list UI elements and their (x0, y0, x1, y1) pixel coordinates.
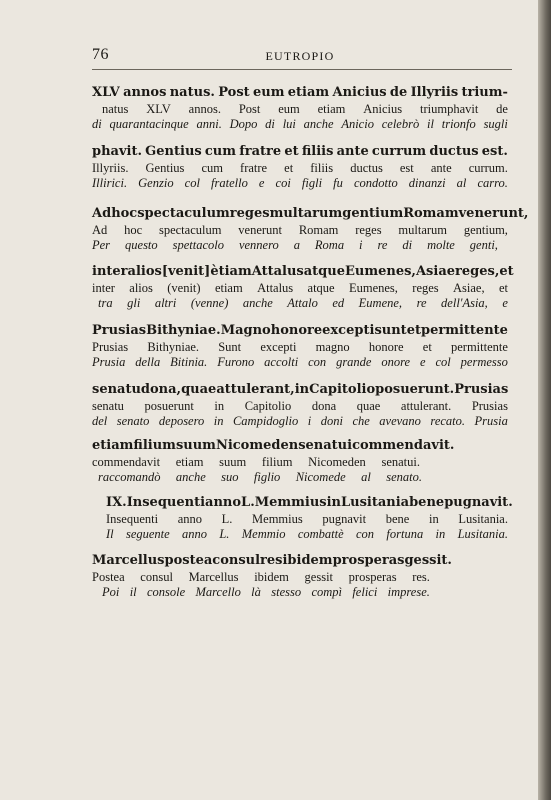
word: Prusias (454, 382, 509, 397)
word: e (258, 176, 265, 190)
word: Nicomeden (308, 455, 366, 469)
word: Poi (102, 585, 120, 599)
word: honore (368, 340, 404, 354)
word: figli (301, 176, 323, 190)
word: de (496, 102, 508, 116)
word: excepti (260, 340, 297, 354)
gloss-line (92, 340, 508, 355)
stanza-7 (92, 437, 455, 485)
word: trium- (461, 85, 508, 100)
word: gentium (342, 206, 404, 221)
word: bene (409, 495, 445, 510)
word: Romam (298, 223, 339, 237)
word: di (402, 238, 413, 252)
word: celebrò (381, 117, 420, 131)
word: natus (102, 102, 129, 116)
word: felici (352, 585, 378, 599)
word: filium (133, 438, 176, 453)
word: Post (238, 102, 261, 116)
word: eum (278, 102, 300, 116)
word: Anicius (332, 85, 387, 100)
word: ibidem (254, 570, 289, 584)
word: senatu (92, 382, 141, 397)
word: Memmius (252, 512, 303, 526)
gloss-line (92, 455, 432, 470)
gloss-line (92, 570, 430, 585)
word: et (284, 161, 294, 175)
word: venerunt (238, 223, 282, 237)
word: Asiae, (453, 281, 485, 295)
stanza-1 (92, 84, 508, 132)
word: onore (381, 355, 411, 369)
word: Roma (314, 238, 345, 252)
latin-line (92, 322, 508, 340)
word: et (499, 264, 514, 279)
word: cum (201, 161, 223, 175)
word: reges (412, 281, 439, 295)
word: avevano (379, 414, 421, 428)
word: eum (252, 85, 285, 100)
word: annos. (188, 102, 221, 116)
word: permesso (460, 355, 508, 369)
word: Prusias (92, 323, 147, 338)
word: combattè (297, 527, 344, 541)
word: Romam (403, 206, 459, 221)
word: Lusitania. (457, 527, 508, 541)
running-title: EUTROPIO (265, 49, 335, 63)
word: inter (92, 264, 128, 279)
word: ductus (350, 161, 383, 175)
word: gessit. (404, 553, 452, 568)
word: et (422, 340, 432, 354)
word: ibidem (282, 553, 333, 568)
word: Attalo (287, 296, 318, 310)
word: atque (307, 281, 335, 295)
word: i (307, 414, 312, 428)
word: Campidoglio (232, 414, 299, 428)
stanza-9 (92, 552, 452, 600)
word: filiis (310, 161, 334, 175)
word: phavit. (92, 144, 142, 159)
word: senatui. (381, 455, 420, 469)
word: deposero (158, 414, 205, 428)
word: suo (221, 470, 239, 484)
translation-line (92, 585, 430, 600)
word: anche (303, 117, 334, 131)
word: etiam (92, 438, 134, 453)
word: et (406, 323, 421, 338)
word: coi (275, 176, 291, 190)
stanza-5 (92, 322, 508, 370)
word: attulerant. (400, 399, 452, 413)
word: Il (106, 527, 114, 541)
translation-line (92, 176, 508, 191)
word: anche (242, 296, 273, 310)
word: posuerunt (144, 399, 194, 413)
word: di (92, 117, 102, 131)
word: Eumene, (358, 296, 403, 310)
word: col (184, 176, 200, 190)
word: alios (129, 281, 153, 295)
gloss-line (92, 102, 508, 117)
word: est. (481, 144, 508, 159)
word: Lusitania. (458, 512, 508, 526)
word: res. (412, 570, 430, 584)
word: alios (127, 264, 162, 279)
word: est (399, 161, 414, 175)
word: trionfo (441, 117, 476, 131)
word: Gentius (145, 144, 202, 159)
word: Postea (92, 570, 125, 584)
word: Attalus (257, 281, 294, 295)
gloss-line (92, 399, 508, 414)
word: ante (336, 144, 369, 159)
word: consul (140, 570, 173, 584)
word: questo (125, 238, 158, 252)
word: Illirici. (92, 176, 128, 190)
word: Attalus (251, 264, 304, 279)
word: Illyriis (410, 85, 459, 100)
latin-line (92, 84, 508, 102)
word: dinanzi (408, 176, 446, 190)
latin-line (92, 263, 514, 281)
word: excepti (322, 323, 375, 338)
stanza-6 (92, 381, 508, 429)
translation-line (92, 527, 508, 542)
word: genti, (469, 238, 498, 252)
word: doni (320, 414, 343, 428)
word: prosperas (348, 570, 397, 584)
word: dona (311, 399, 337, 413)
stanza-3 (92, 205, 529, 253)
word: Marcellus (188, 570, 239, 584)
word: XLV (146, 102, 171, 116)
word: Bitinia. (170, 355, 208, 369)
stanza-4 (92, 263, 514, 311)
word: multarum (398, 223, 448, 237)
word: commendavit (92, 455, 161, 469)
word: gli (127, 296, 141, 310)
word: di (265, 117, 275, 131)
word: a (293, 238, 300, 252)
word: in (326, 495, 341, 510)
word: Dopo (229, 117, 258, 131)
word: Sunt (218, 340, 242, 354)
word: con (356, 527, 375, 541)
word: che (352, 414, 370, 428)
word: fratre (239, 144, 282, 159)
latin-line (92, 437, 455, 455)
word: et (498, 281, 508, 295)
word: Memmius (254, 495, 327, 510)
word: Genzio (138, 176, 174, 190)
word: spectaculum (158, 223, 222, 237)
word: re (416, 296, 427, 310)
word: natus. (169, 85, 215, 100)
word: in (213, 414, 224, 428)
word: grande (336, 355, 372, 369)
word: compì (311, 585, 342, 599)
word: commendavit. (352, 438, 455, 453)
word: [venit] (161, 264, 211, 279)
word: Capitolio (309, 382, 376, 397)
word: anno (177, 512, 203, 526)
word: Prusia (474, 414, 508, 428)
word: gentium, (463, 223, 508, 237)
word: quarantacinque (109, 117, 189, 131)
word: Prusias (92, 340, 129, 354)
word: Lusitania (341, 495, 410, 510)
word: inter (92, 281, 115, 295)
page-header (92, 44, 508, 68)
word: anche (175, 470, 206, 484)
word: anno (182, 527, 208, 541)
word: IX. (106, 495, 127, 510)
word: re (377, 238, 388, 252)
word: (venne) (190, 296, 229, 310)
word: figlio (253, 470, 281, 484)
word: honore (270, 323, 323, 338)
word: Ad (92, 206, 112, 221)
word: L. (241, 495, 255, 510)
word: gessit (304, 570, 334, 584)
word: Per (92, 238, 111, 252)
word: Capitolio (244, 399, 292, 413)
translation-line (92, 470, 432, 485)
word: attulerant, (216, 382, 295, 397)
word: molte (427, 238, 455, 252)
word: spettacolo (172, 238, 224, 252)
latin-line (92, 381, 508, 399)
word: e (420, 355, 426, 369)
word: al (361, 470, 371, 484)
word: res (260, 553, 283, 568)
word: fu (333, 176, 343, 190)
word: seguente (125, 527, 170, 541)
word: quae (181, 382, 217, 397)
word: Gentius (145, 161, 185, 175)
word: Furono (217, 355, 255, 369)
word: ètiam (210, 264, 252, 279)
latin-line (92, 494, 513, 512)
word: con (308, 355, 327, 369)
word: Insequenti (126, 495, 206, 510)
stanza-2 (92, 143, 508, 191)
word: posuerunt. (375, 382, 455, 397)
latin-line (92, 205, 529, 223)
word: annos (123, 85, 167, 100)
word: ed (332, 296, 345, 310)
word: tra (98, 296, 113, 310)
header-rule (92, 69, 512, 70)
word: filium (261, 455, 293, 469)
word: prosperas (332, 553, 405, 568)
word: hoc (124, 223, 143, 237)
word: dona, (140, 382, 182, 397)
word: fratello (211, 176, 248, 190)
word: multarum (269, 206, 343, 221)
word: il (129, 585, 137, 599)
page-number: 76 (92, 46, 109, 63)
word: al (456, 176, 467, 190)
word: Insequenti (106, 512, 159, 526)
word: quae (356, 399, 381, 413)
word: senatui (298, 438, 353, 453)
word: anni. (196, 117, 222, 131)
word: in (214, 399, 225, 413)
word: bene (385, 512, 410, 526)
word: fortuna (386, 527, 424, 541)
word: reges (355, 223, 382, 237)
word: venerunt, (458, 206, 529, 221)
translation-line (92, 296, 508, 311)
word: in (428, 512, 439, 526)
word: XLV (92, 85, 120, 100)
latin-line (92, 143, 508, 161)
word: Magno (220, 323, 271, 338)
word: currum (371, 144, 427, 159)
word: senato (116, 414, 150, 428)
word: permittente (421, 323, 508, 338)
word: Memmio (241, 527, 286, 541)
word: il (427, 117, 434, 131)
word: cum (204, 144, 237, 159)
word: Asiae (415, 264, 456, 279)
word: atque (303, 264, 345, 279)
word: spectaculum (137, 206, 230, 221)
word: etiam (214, 281, 243, 295)
word: imprese. (387, 585, 430, 599)
word: suum (175, 438, 216, 453)
word: hoc (111, 206, 138, 221)
word: filiis (301, 144, 334, 159)
word: pugnavit (322, 512, 367, 526)
word: carro. (477, 176, 508, 190)
word: Prusias (471, 399, 508, 413)
word: et (284, 144, 299, 159)
word: triumphavit (419, 102, 479, 116)
word: ante (430, 161, 452, 175)
translation-line (92, 238, 508, 253)
word: etiam (287, 85, 330, 100)
word: raccomandò (98, 470, 161, 484)
word: L. (221, 512, 233, 526)
gloss-line (92, 223, 508, 238)
word: Eumenes, (345, 264, 416, 279)
word: condotto (353, 176, 398, 190)
word: Illyriis. (92, 161, 129, 175)
word: e (502, 296, 508, 310)
latin-line (92, 552, 452, 570)
word: etiam (175, 455, 204, 469)
word: postea (164, 553, 213, 568)
word: consul (212, 553, 261, 568)
word: in (294, 382, 310, 397)
word: Marcellus (92, 553, 165, 568)
word: col (435, 355, 451, 369)
word: in (435, 527, 446, 541)
word: de (389, 85, 408, 100)
word: anno (205, 495, 242, 510)
translation-line (92, 414, 508, 429)
word: accolti (264, 355, 299, 369)
word: Anicio (341, 117, 374, 131)
word: Nicomeden (215, 438, 299, 453)
word: reges, (455, 264, 500, 279)
word: console (146, 585, 186, 599)
word: lui (282, 117, 296, 131)
word: dell'Asia, (441, 296, 488, 310)
book-spine-shadow (538, 0, 551, 800)
word: Anicius (363, 102, 403, 116)
gloss-line (92, 161, 508, 176)
word: magno (315, 340, 350, 354)
word: currum. (468, 161, 508, 175)
word: Nicomede (295, 470, 346, 484)
translation-line (92, 355, 508, 370)
word: altri (154, 296, 177, 310)
word: reges (229, 206, 270, 221)
word: permittente (450, 340, 508, 354)
word: sunt (374, 323, 407, 338)
word: Ad (92, 223, 108, 237)
word: Marcello (195, 585, 241, 599)
word: Prusia (92, 355, 126, 369)
word: Bithyniae. (146, 323, 221, 338)
word: vennero (238, 238, 279, 252)
gloss-line (92, 281, 508, 296)
word: etiam (317, 102, 346, 116)
word: L. (219, 527, 230, 541)
word: i (359, 238, 363, 252)
word: stesso (271, 585, 302, 599)
word: senato. (386, 470, 422, 484)
word: Post (218, 85, 250, 100)
word: fratre (240, 161, 268, 175)
word: della (135, 355, 161, 369)
word: pugnavit. (444, 495, 513, 510)
word: sugli (483, 117, 508, 131)
gloss-line (92, 512, 508, 527)
word: suum (219, 455, 247, 469)
word: Bithyniae. (147, 340, 200, 354)
word: ductus (429, 144, 479, 159)
translation-line (92, 117, 508, 132)
word: là (251, 585, 261, 599)
stanza-8 (92, 494, 513, 542)
word: del (92, 414, 108, 428)
word: Eumenes, (348, 281, 398, 295)
word: (venit) (167, 281, 201, 295)
word: recato. (430, 414, 466, 428)
word: senatu (92, 399, 124, 413)
